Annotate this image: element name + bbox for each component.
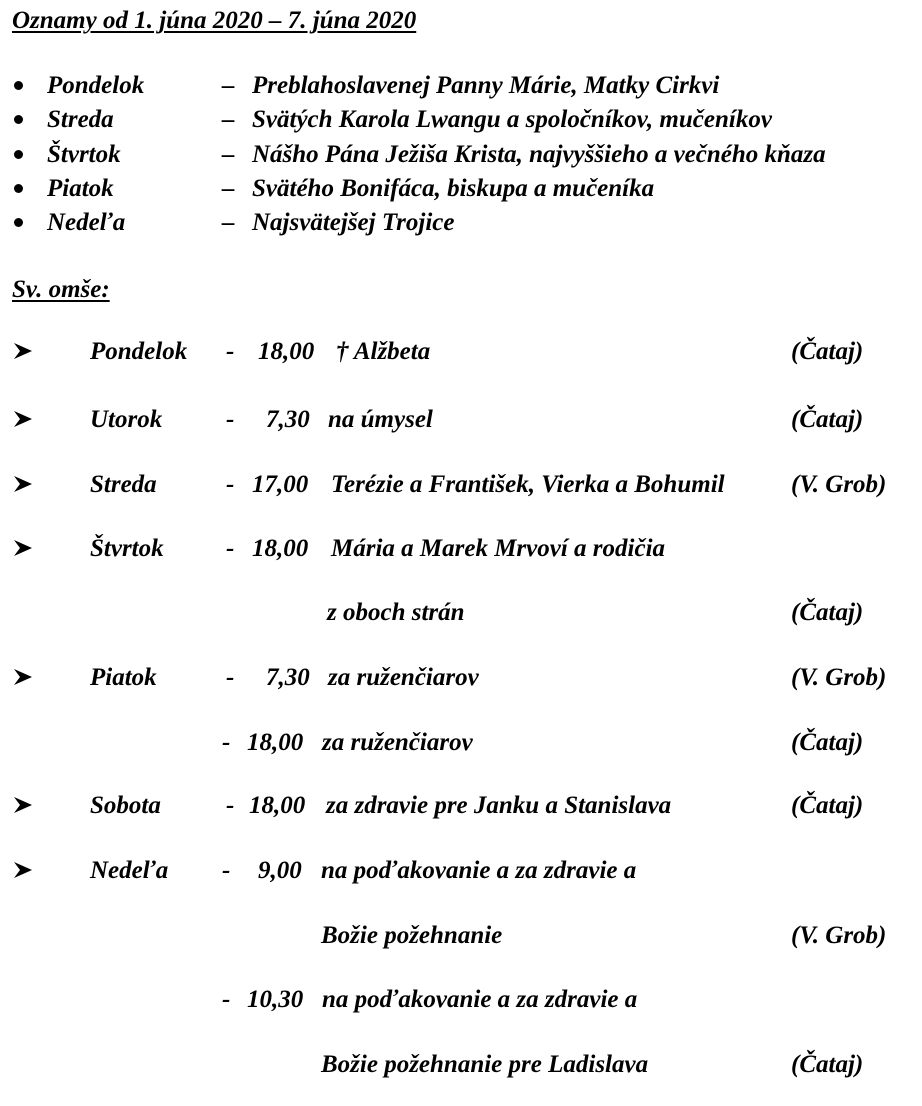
mass-intention: Terézie a František, Vierka a Bohumil — [331, 471, 725, 498]
bullet-icon — [14, 81, 23, 90]
feast-day: Piatok — [47, 175, 114, 202]
arrow-bullet-icon — [13, 410, 33, 428]
mass-place: (Čataj) — [791, 1051, 864, 1078]
mass-time: 18,00 — [247, 729, 304, 756]
feast-dash: – — [222, 141, 235, 168]
mass-day: Sobota — [90, 792, 161, 819]
mass-day: Nedeľa — [90, 857, 169, 884]
mass-intention: z oboch strán — [327, 599, 465, 626]
mass-intention: Mária a Marek Mrvoví a rodičia — [331, 535, 666, 562]
mass-place: (V. Grob) — [791, 922, 887, 949]
mass-day: Pondelok — [90, 338, 188, 365]
mass-time: 17,00 — [252, 471, 309, 498]
feast-day: Pondelok — [47, 72, 145, 99]
mass-intention: za ruženčiarov — [328, 664, 479, 691]
mass-day: Streda — [90, 471, 157, 498]
bullet-icon — [14, 218, 23, 227]
page-title: Oznamy od 1. júna 2020 – 7. júna 2020 — [12, 7, 417, 34]
feast-day: Streda — [47, 106, 114, 133]
mass-dash: - — [226, 792, 235, 819]
feast-day: Štvrtok — [47, 141, 121, 168]
mass-place: (Čataj) — [791, 729, 864, 756]
feast-text: Najsvätejšej Trojice — [252, 209, 455, 236]
mass-dash: - — [226, 338, 235, 365]
mass-time: 18,00 — [258, 338, 315, 365]
feast-text: Svätých Karola Lwangu a spoločníkov, mučeníkov — [252, 106, 772, 133]
mass-intention: Božie požehnanie — [321, 922, 503, 949]
mass-place: (Čataj) — [791, 338, 864, 365]
mass-dash: - — [222, 986, 231, 1013]
feast-day: Nedeľa — [47, 209, 126, 236]
feast-dash: – — [222, 72, 235, 99]
feast-text: Nášho Pána Ježiša Krista, najvyššieho a večného kňaza — [252, 141, 826, 168]
mass-intention: na úmysel — [328, 406, 433, 433]
arrow-bullet-icon — [13, 539, 33, 557]
mass-dash: - — [226, 664, 235, 691]
arrow-bullet-icon — [13, 861, 33, 879]
mass-time: 18,00 — [252, 535, 309, 562]
mass-dash: - — [226, 406, 235, 433]
arrow-bullet-icon — [13, 342, 33, 360]
mass-place: (Čataj) — [791, 792, 864, 819]
arrow-bullet-icon — [13, 796, 33, 814]
feast-text: Svätého Bonifáca, biskupa a mučeníka — [252, 175, 655, 202]
mass-place: (V. Grob) — [791, 664, 887, 691]
mass-intention: za zdravie pre Janku a Stanislava — [326, 792, 672, 819]
mass-time: 18,00 — [249, 792, 306, 819]
mass-time: 7,30 — [266, 664, 310, 691]
bullet-icon — [14, 150, 23, 159]
mass-time: 7,30 — [266, 406, 310, 433]
mass-dash: - — [226, 535, 235, 562]
mass-place: (Čataj) — [791, 599, 864, 626]
mass-time: 9,00 — [258, 857, 302, 884]
feast-dash: – — [222, 175, 235, 202]
mass-intention: Božie požehnanie pre Ladislava — [321, 1051, 649, 1078]
mass-place: (V. Grob) — [791, 471, 887, 498]
arrow-bullet-icon — [13, 475, 33, 493]
mass-intention: za ruženčiarov — [322, 729, 473, 756]
bullet-icon — [14, 184, 23, 193]
arrow-bullet-icon — [13, 668, 33, 686]
mass-intention: † Alžbeta — [336, 338, 431, 365]
feast-text: Preblahoslavenej Panny Márie, Matky Cirkvi — [252, 72, 720, 99]
mass-place: (Čataj) — [791, 406, 864, 433]
mass-intention: na poďakovanie a za zdravie a — [321, 857, 637, 884]
feast-dash: – — [222, 209, 235, 236]
mass-day: Utorok — [90, 406, 163, 433]
bullet-icon — [14, 115, 23, 124]
mass-day: Štvrtok — [90, 535, 164, 562]
mass-dash: - — [226, 471, 235, 498]
mass-dash: - — [222, 729, 231, 756]
masses-heading: Sv. omše: — [12, 276, 110, 303]
feast-dash: – — [222, 106, 235, 133]
mass-dash: - — [222, 857, 231, 884]
mass-intention: na poďakovanie a za zdravie a — [322, 986, 638, 1013]
mass-time: 10,30 — [247, 986, 304, 1013]
mass-day: Piatok — [90, 664, 157, 691]
